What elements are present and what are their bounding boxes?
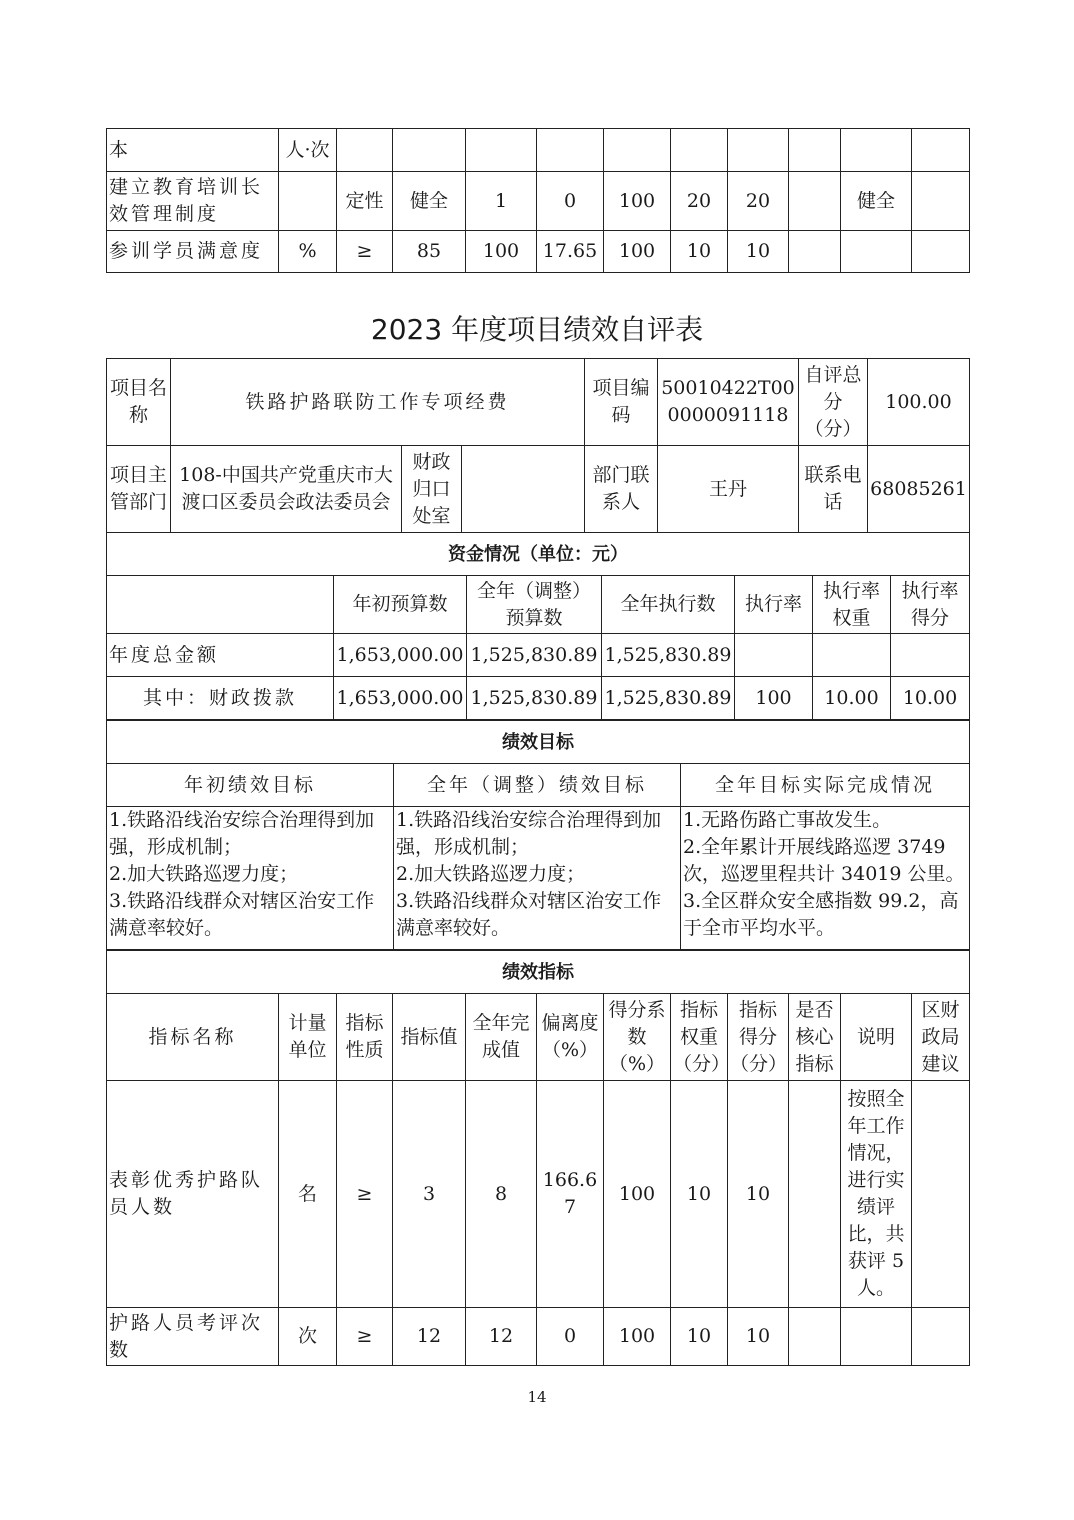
funds-cell: 1,653,000.00: [334, 677, 467, 720]
indicator-weight: [671, 129, 728, 172]
indicator-name: 本: [107, 129, 279, 172]
phone: 68085261: [868, 446, 970, 533]
table-header-row: [107, 994, 970, 1081]
indicators-table: [106, 950, 970, 1366]
self-score-label: 自评总分（分）: [799, 359, 868, 446]
indicator-target: 健全: [393, 172, 466, 231]
funds-row-label: 其中：财政拨款: [107, 677, 334, 720]
adjusted-goals: 1.铁路沿线治安综合治理得到加强，形成机制； 2.加大铁路巡逻力度； 3.铁路沿线群众对辖区治安工作满意率较好。: [394, 807, 681, 950]
indicator-desc: 按照全年工作情况，进行实绩评比，共获评 5 人。: [841, 1081, 912, 1308]
funds-cell: 1,525,830.89: [602, 677, 735, 720]
indicator-core: [789, 231, 841, 273]
indicator-score: 10: [728, 1308, 789, 1366]
funds-header: 全年（调整）预算数: [467, 576, 602, 634]
indicator-name: 参训学员满意度: [107, 231, 279, 273]
funds-section-title: 资金情况（单位：元）: [107, 533, 970, 576]
indicators-header: 得分系数（%）: [604, 994, 671, 1081]
project-code: 50010422T000000091118: [658, 359, 799, 446]
indicator-desc: [841, 1308, 912, 1366]
indicator-nature: ≥: [337, 1081, 393, 1308]
indicator-weight: 10: [671, 1308, 728, 1366]
goals-section-title: 绩效目标: [107, 721, 970, 764]
indicator-name: 护路人员考评次数: [107, 1308, 279, 1366]
funds-header-blank: [107, 576, 334, 634]
page-number: 14: [527, 1388, 547, 1406]
funds-header: 执行率权重: [813, 576, 891, 634]
indicators-header: 指标值: [393, 994, 466, 1081]
funds-cell: 100: [735, 677, 813, 720]
funds-cell: 10.00: [891, 677, 970, 720]
indicator-name: 表彰优秀护路队员人数: [107, 1081, 279, 1308]
indicators-header: 指标得分（分）: [728, 994, 789, 1081]
goals-header: 全年目标实际完成情况: [681, 764, 970, 807]
indicators-header: 指标名称: [107, 994, 279, 1081]
indicator-score: 10: [728, 231, 789, 273]
contact: 王丹: [658, 446, 799, 533]
indicator-coef: [604, 129, 671, 172]
funds-cell: 1,525,830.89: [467, 634, 602, 677]
section-header-row: [107, 721, 970, 764]
indicator-advice: [912, 172, 970, 231]
funds-row-label: 年度总金额: [107, 634, 334, 677]
indicator-core: [789, 172, 841, 231]
table-row: [107, 446, 970, 533]
indicators-header: 指标权重（分）: [671, 994, 728, 1081]
indicator-advice: [912, 129, 970, 172]
indicators-header: 说明: [841, 994, 912, 1081]
table-row: [107, 1308, 970, 1366]
table-row: [107, 1081, 970, 1308]
dept: 108-中国共产党重庆市大渡口区委员会政法委员会: [171, 446, 402, 533]
indicator-coef: 100: [604, 231, 671, 273]
funds-cell: 1,653,000.00: [334, 634, 467, 677]
table-row: [107, 634, 970, 677]
indicator-actual: 1: [466, 172, 537, 231]
funds-cell: [813, 634, 891, 677]
funds-cell: 1,525,830.89: [467, 677, 602, 720]
table-header-row: [107, 764, 970, 807]
indicators-header: 指标性质: [337, 994, 393, 1081]
indicator-deviation: [537, 129, 604, 172]
indicator-target: [393, 129, 466, 172]
indicator-nature: [337, 129, 393, 172]
goals-header: 年初绩效目标: [107, 764, 394, 807]
indicator-unit: 名: [279, 1081, 337, 1308]
indicator-desc: 健全: [841, 172, 912, 231]
contact-label: 部门联系人: [585, 446, 658, 533]
indicator-desc: [841, 231, 912, 273]
project-code-label: 项目编码: [585, 359, 658, 446]
funds-table: [106, 532, 970, 720]
project-info-table: [106, 358, 970, 533]
indicator-core: [789, 1308, 841, 1366]
indicator-nature: 定性: [337, 172, 393, 231]
table-header-row: [107, 576, 970, 634]
finance-office-label: 财政归口处室: [402, 446, 462, 533]
indicator-weight: 10: [671, 231, 728, 273]
indicator-unit: 次: [279, 1308, 337, 1366]
indicator-deviation: 0: [537, 172, 604, 231]
table-row: [107, 231, 970, 273]
indicator-deviation: 0: [537, 1308, 604, 1366]
funds-cell: [891, 634, 970, 677]
finance-office: [462, 446, 585, 533]
funds-header: 年初预算数: [334, 576, 467, 634]
indicator-coef: 100: [604, 1308, 671, 1366]
indicator-advice: [912, 1308, 970, 1366]
indicator-nature: ≥: [337, 231, 393, 273]
indicator-weight: 10: [671, 1081, 728, 1308]
indicator-advice: [912, 1081, 970, 1308]
funds-cell: 10.00: [813, 677, 891, 720]
indicator-coef: 100: [604, 1081, 671, 1308]
table-row: [107, 807, 970, 950]
indicator-name: 建立教育培训长效管理制度: [107, 172, 279, 231]
indicator-core: [789, 1081, 841, 1308]
funds-cell: [735, 634, 813, 677]
indicator-actual: 100: [466, 231, 537, 273]
indicator-nature: ≥: [337, 1308, 393, 1366]
indicator-desc: [841, 129, 912, 172]
indicator-deviation: 166.67: [537, 1081, 604, 1308]
indicator-score: 10: [728, 1081, 789, 1308]
dept-label: 项目主管部门: [107, 446, 171, 533]
table-row: [107, 129, 970, 172]
project-name-label: 项目名称: [107, 359, 171, 446]
actual-completion: 1.无路伤路亡事故发生。 2.全年累计开展线路巡逻 3749 次，巡逻里程共计 34019 公里。 3.全区群众安全感指数 99.2，高于全市平均水平。: [681, 807, 970, 950]
table-row: [107, 172, 970, 231]
indicators-header: 计量单位: [279, 994, 337, 1081]
indicator-actual: 12: [466, 1308, 537, 1366]
funds-cell: 1,525,830.89: [602, 634, 735, 677]
indicator-core: [789, 129, 841, 172]
self-score: 100.00: [868, 359, 970, 446]
funds-header: 全年执行数: [602, 576, 735, 634]
funds-header: 执行率得分: [891, 576, 970, 634]
section-header-row: [107, 951, 970, 994]
indicators-header: 区财政局建议: [912, 994, 970, 1081]
indicator-score: 20: [728, 172, 789, 231]
table-row: [107, 677, 970, 720]
initial-goals: 1.铁路沿线治安综合治理得到加强，形成机制； 2.加大铁路巡逻力度； 3.铁路沿线群众对辖区治安工作满意率较好。: [107, 807, 394, 950]
indicator-actual: 8: [466, 1081, 537, 1308]
indicator-advice: [912, 231, 970, 273]
indicator-coef: 100: [604, 172, 671, 231]
indicator-unit: 人·次: [279, 129, 337, 172]
goals-table: [106, 720, 970, 950]
indicators-section-title: 绩效指标: [107, 951, 970, 994]
indicator-score: [728, 129, 789, 172]
indicator-target: 12: [393, 1308, 466, 1366]
indicator-table-continued: [106, 128, 970, 273]
indicator-target: 85: [393, 231, 466, 273]
indicator-target: 3: [393, 1081, 466, 1308]
indicators-header: 全年完成值: [466, 994, 537, 1081]
funds-header: 执行率: [735, 576, 813, 634]
indicator-deviation: 17.65: [537, 231, 604, 273]
indicators-header: 偏离度（%）: [537, 994, 604, 1081]
project-name: 铁路护路联防工作专项经费: [171, 359, 585, 446]
goals-header: 全年（调整）绩效目标: [394, 764, 681, 807]
indicators-header: 是否核心指标: [789, 994, 841, 1081]
section-header-row: [107, 533, 970, 576]
page-title: 2023 年度项目绩效自评表: [370, 313, 704, 346]
table-row: [107, 359, 970, 446]
indicator-actual: [466, 129, 537, 172]
indicator-unit: [279, 172, 337, 231]
indicator-unit: %: [279, 231, 337, 273]
phone-label: 联系电话: [799, 446, 868, 533]
indicator-weight: 20: [671, 172, 728, 231]
